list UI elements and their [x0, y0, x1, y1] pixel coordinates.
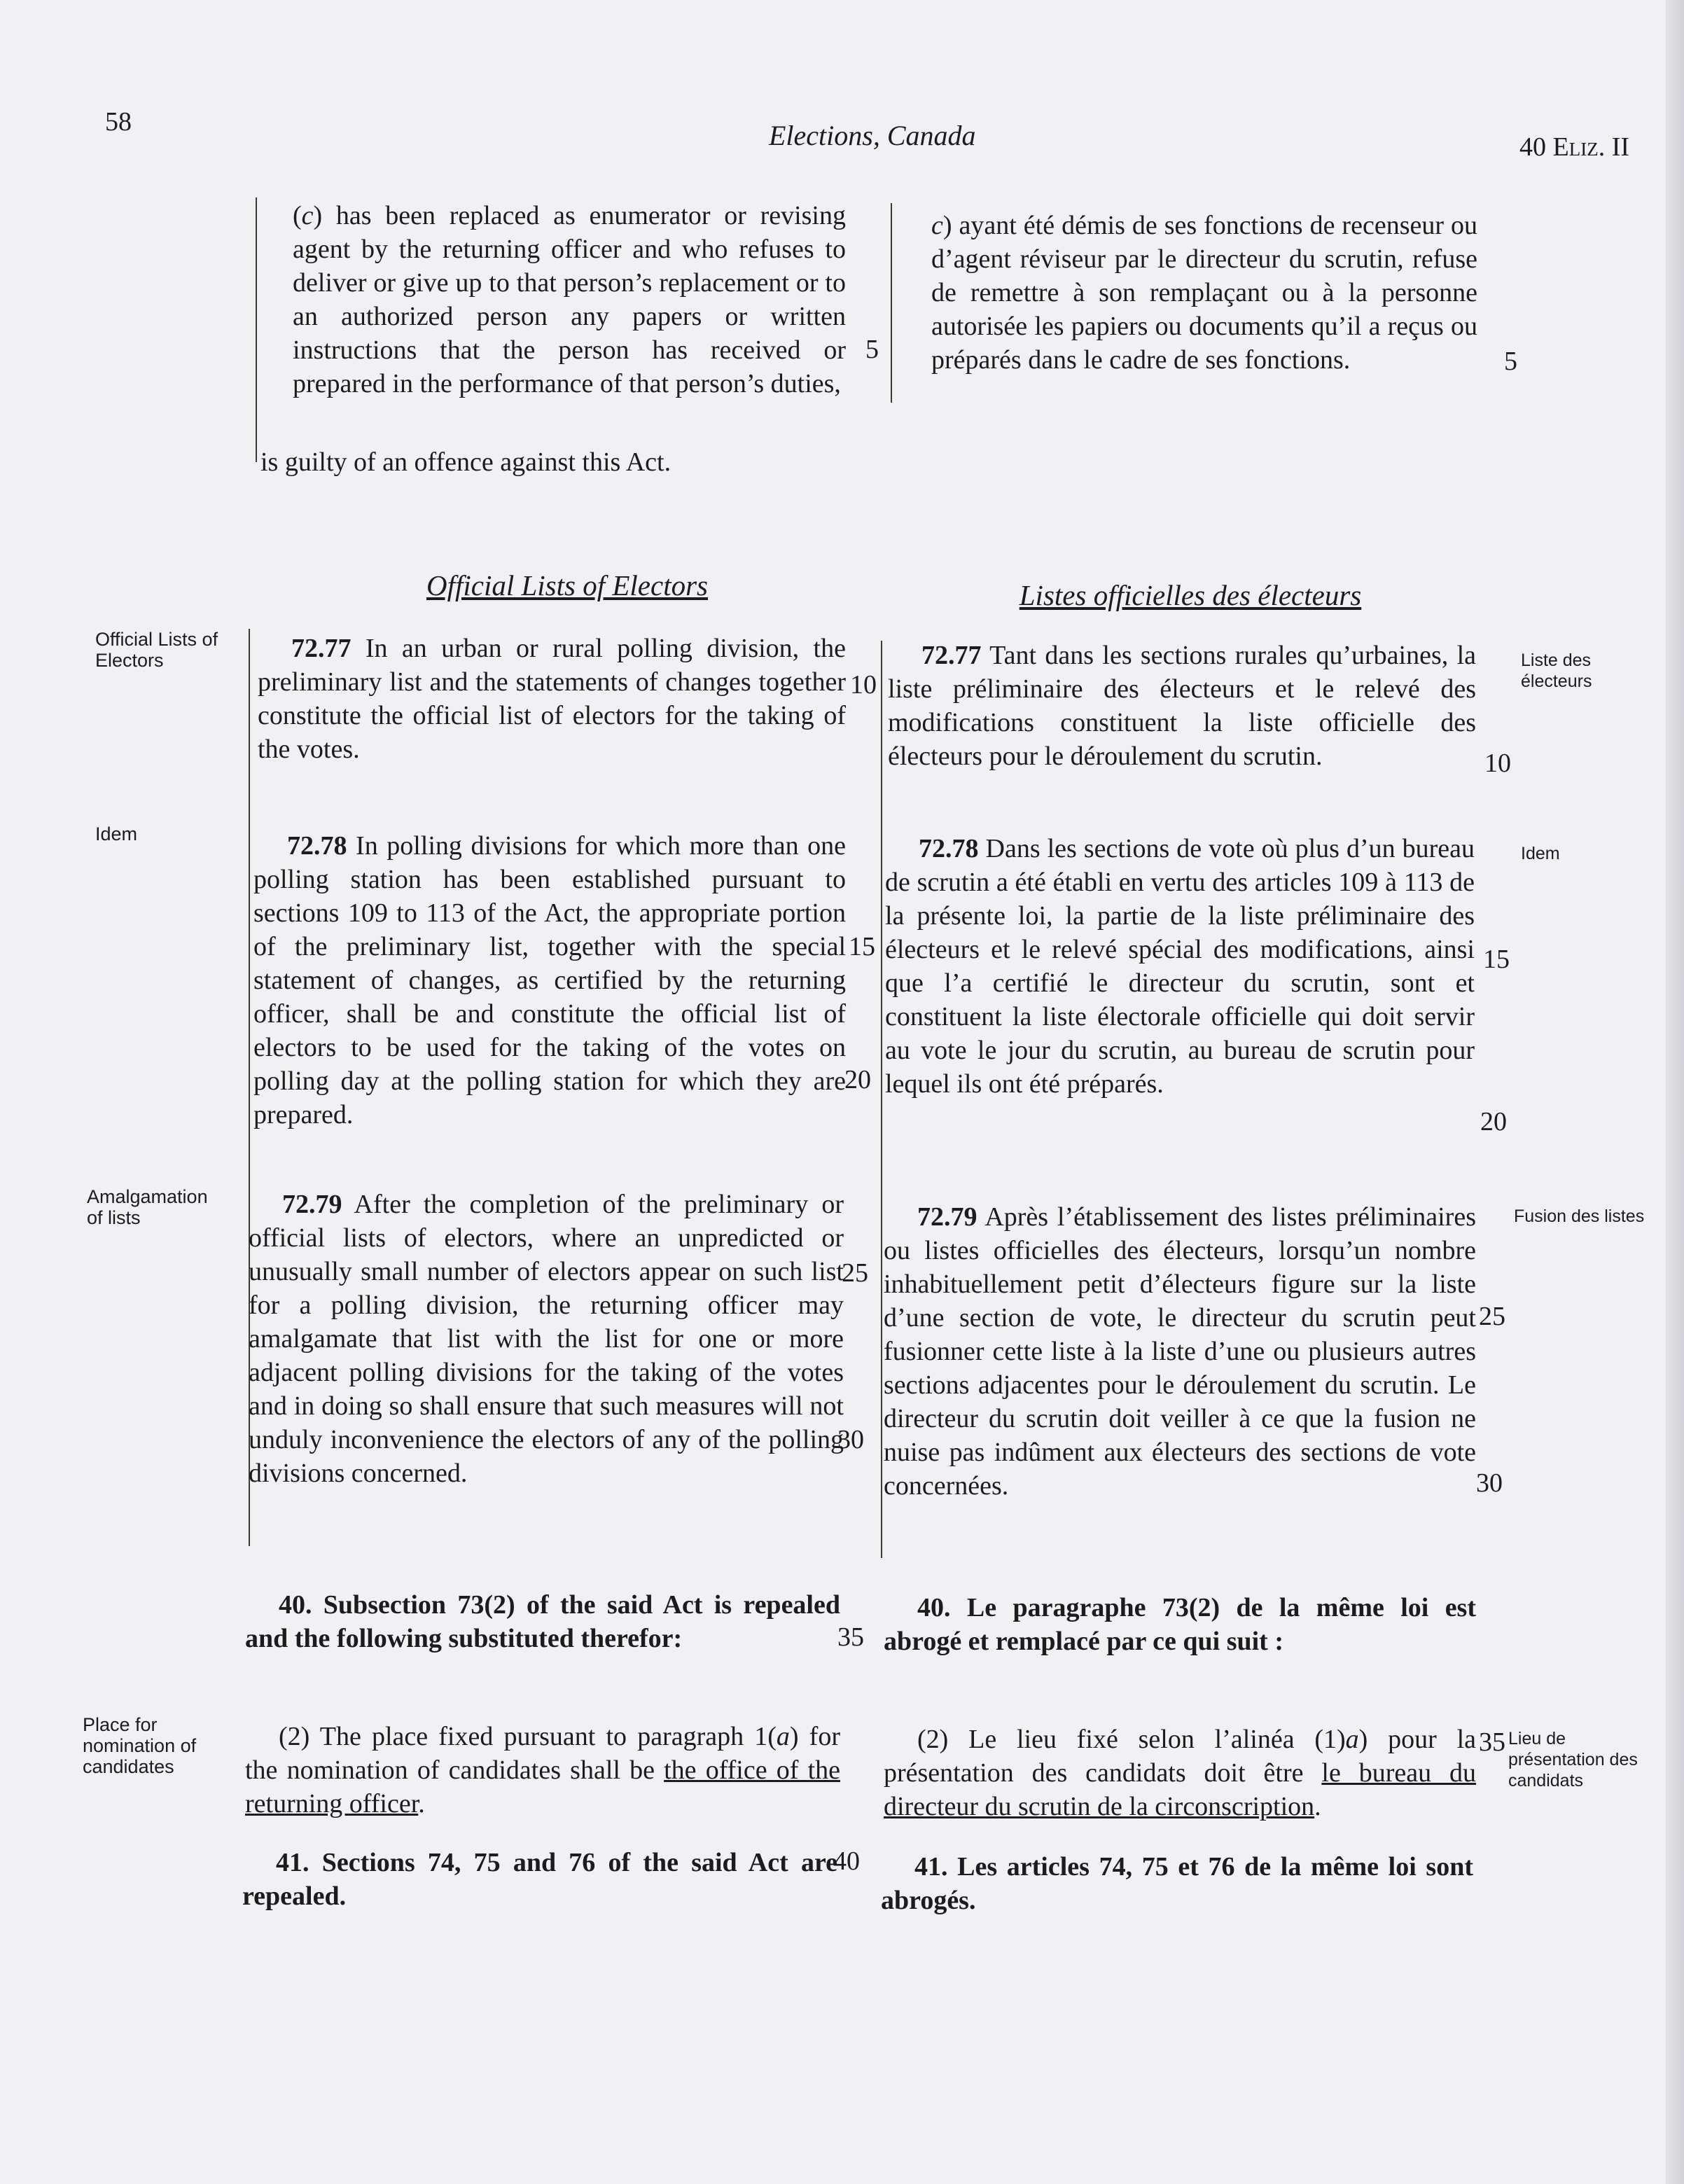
fr-72-78-text: Dans les sections de vote où plus d’un bureau de scrutin a été établi en vertu des articles 109 à 113 de la présente loi, la partie de la liste préliminaire des électeurs et le relevé spécial des modifications, ainsi que l’a certifié le directeur du scrutin, sont et constituent la liste électorale officielle qui doit servir au vote le jour du scrutin, au bureau de scrutin pour lequel ils ont été préparés. [885, 834, 1475, 1099]
en-line-number-30: 30 [837, 1425, 864, 1454]
fr-73-2-underlined: le bureau du directeur du scrutin de la circonscription [884, 1758, 1477, 1821]
en-72-77-text: In an urban or rural polling division, the preliminary list and the statements of changes together constitute the official list of electors for the taking of the votes. [258, 634, 846, 764]
fr-line-number-5: 5 [1504, 347, 1517, 376]
fr-line-number-15: 15 [1483, 945, 1510, 974]
en-73-2-mid: ) for the nomination of candidates shall be [245, 1722, 840, 1785]
en-72-79-text: After the completion of the preliminary or official lists of electors, where an unpredicted or unusually small number of electors appear on such list for a polling division, the returning officer may amalgamate that list with the list for one or more adjacent polling divisions for the taking of the votes and in doing so shall ensure that such measures will not unduly inconvenience the electors of any of the polling divisions concerned. [249, 1190, 844, 1488]
fr-line-number-20: 20 [1480, 1107, 1507, 1136]
fr-clause-c [931, 209, 1477, 377]
en-line-number-20: 20 [844, 1065, 871, 1094]
en-72-78-text: In polling divisions for which more than one polling station has been established pursuant to sections 109 to 113 of the Act, the appropriate portion of the preliminary list, together with the special statement of changes, as certified by the returning officer, shall be and constitute the official list of electors to be used for the taking of the votes on polling day at the polling station for which they are prepared. [253, 831, 846, 1129]
fr-clause-rule [891, 203, 892, 403]
fr-heading: Listes officielles des électeurs [1019, 579, 1362, 611]
en-line-number-15: 15 [849, 932, 875, 961]
regnal-year [1519, 132, 1629, 162]
fr-section-rule [881, 641, 882, 1558]
fr-subsection-73-2 [884, 1723, 1476, 1823]
fr-72-79-text: Après l’établissement des listes préliminaires ou listes officielles des électeurs, lorsqu’un nombre inhabituellement petit d’électeurs figure sur la liste d’une section de vote, le directeur du scrutin peut fusionner cette liste à la liste d’une ou plusieurs autres sections adjacentes pour le déroulement du scrutin. Le directeur du scrutin doit veiller à ce que la fusion ne nuise pas indûment aux électeurs des sections de vote concernées. [884, 1202, 1476, 1501]
margin-note-fusion: Fusion des listes [1514, 1206, 1645, 1226]
en-clause-c-letter: c [301, 201, 314, 230]
fr-line-number-35: 35 [1479, 1727, 1505, 1757]
regnal-prefix: 40 E [1519, 132, 1569, 162]
fr-clause-c-letter: c [931, 211, 943, 240]
en-72-78-number: 72.78 [287, 831, 347, 861]
fr-line-number-30: 30 [1476, 1468, 1503, 1498]
en-heading: Official Lists of Electors [426, 569, 709, 601]
en-line-number-35: 35 [837, 1622, 864, 1652]
margin-note-lieu: Lieu de présentation des candidats [1508, 1729, 1638, 1790]
en-73-2-underlined: the office of the returning officer [245, 1755, 840, 1818]
fr-73-2-prefix: (2) Le lieu fixé selon l’alinéa (1) [917, 1725, 1346, 1754]
regnal-suffix: . II [1598, 132, 1630, 162]
en-72-79-number: 72.79 [282, 1190, 342, 1219]
en-73-2-letter: a [776, 1722, 790, 1751]
en-line-number-25: 25 [842, 1258, 868, 1288]
fr-73-2-mid: ) pour la présentation des candidats doit être [884, 1725, 1476, 1788]
en-line-number-10: 10 [850, 670, 877, 700]
en-line-number-40: 40 [833, 1846, 860, 1876]
fr-amending-41: 41. Les articles 74, 75 et 76 de la même loi sont abrogés. [881, 1852, 1473, 1915]
fr-72-78-number: 72.78 [919, 834, 979, 863]
en-73-2-prefix: (2) The place fixed pursuant to paragraph 1( [279, 1722, 777, 1751]
fr-section-72-78 [885, 832, 1475, 1101]
margin-note-idem-en: Idem [95, 823, 138, 844]
fr-line-number-10: 10 [1484, 749, 1511, 778]
fr-section-72-79 [884, 1200, 1476, 1503]
en-amending-41: 41. Sections 74, 75 and 76 of the said Act are repealed. [242, 1848, 837, 1911]
fr-amending-40: 40. Le paragraphe 73(2) de la même loi est abrogé et remplacé par ce qui suit : [884, 1593, 1476, 1656]
en-72-77-number: 72.77 [291, 634, 352, 663]
en-clause-rule [256, 197, 257, 462]
en-subsection-73-2 [245, 1720, 840, 1821]
margin-note-amalgamation: Amalgamation of lists [87, 1186, 208, 1228]
en-73-2-end: . [418, 1789, 425, 1818]
fr-73-2-letter: a [1345, 1725, 1359, 1754]
margin-note-idem-fr: Idem [1521, 844, 1560, 863]
en-section-72-78 [253, 829, 846, 1132]
en-clause-c: (c) has been replaced as enumerator or revising agent by the returning officer and who refuses to deliver or give up to that person’s replacement or to an authorized person any papers or written instructions that the person has received or prepared in the performance of that person’s duties, [293, 201, 846, 398]
en-section-72-77 [258, 632, 846, 766]
fr-section-72-77 [888, 639, 1476, 773]
fr-72-79-number: 72.79 [917, 1202, 977, 1232]
en-section-72-79 [249, 1188, 844, 1490]
en-clause-closing: is guilty of an offence against this Act. [260, 447, 671, 477]
running-title: Elections, Canada [769, 120, 976, 151]
page-edge [1666, 0, 1684, 2184]
fr-72-77-text: Tant dans les sections rurales qu’urbaines, la liste préliminaire des électeurs et le relevé des modifications constituent la liste officielle des électeurs pour le déroulement du scrutin. [888, 641, 1476, 771]
margin-note-place-nomination: Place for nomination of candidates [83, 1714, 197, 1777]
margin-note-liste: Liste des électeurs [1521, 651, 1592, 691]
margin-note-official-lists: Official Lists of Electors [95, 629, 218, 671]
page-number: 58 [105, 107, 132, 137]
en-amending-40: 40. Subsection 73(2) of the said Act is repealed and the following substituted therefor: [245, 1590, 840, 1653]
en-line-number-5: 5 [865, 335, 879, 364]
fr-73-2-end: . [1314, 1792, 1321, 1821]
fr-clause-c-text: ) ayant été démis de ses fonctions de recenseur ou d’agent réviseur par le directeur du scrutin, refuse de remettre à son remplaçant ou à la personne autorisée les papiers ou documents qu’il a reçus ou préparés dans le cadre de ses fonctions. [931, 211, 1477, 375]
en-clause-c-text: has been replaced as enumerator or revising agent by the returning officer and who refuses to deliver or give up to that person’s replacement or to an authorized person any papers or written instructions that the person has received or prepared in the performance of that person’s duties, [293, 201, 846, 398]
fr-72-77-number: 72.77 [921, 641, 982, 670]
fr-line-number-25: 25 [1479, 1302, 1505, 1331]
regnal-small-caps: liz [1568, 132, 1599, 162]
